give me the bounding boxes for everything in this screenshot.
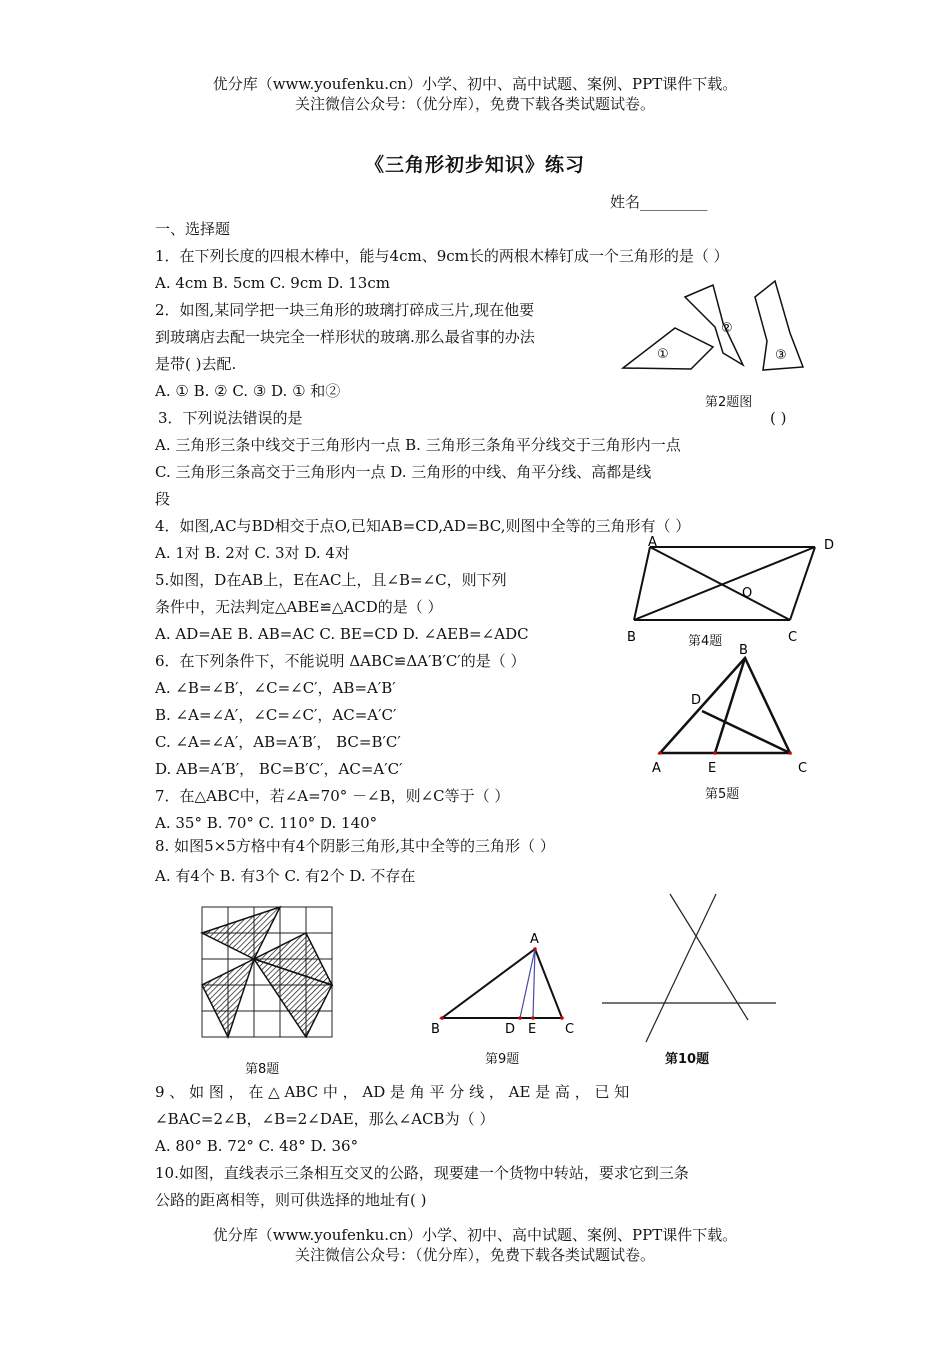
- piece-3-label: ③: [775, 348, 787, 363]
- q8-figure-grid: [198, 903, 338, 1043]
- q8-options: A. 有4个 B. 有3个 C. 有2个 D. 不存在: [155, 867, 416, 885]
- footer-line-1: 优分库（www.youfenku.cn）小学、初中、高中试题、案例、PPT课件下载。: [212, 1226, 738, 1244]
- q10-line-2: 公路的距离相等，则可供选择的地址有( ): [155, 1191, 427, 1209]
- q3-paren: ( ): [770, 409, 787, 427]
- page-title: 《三角形初步知识》练习: [364, 154, 585, 176]
- q9-label-C: C: [565, 1022, 575, 1037]
- q2-line-2: 到玻璃店去配一块完全一样形状的玻璃.那么最省事的办法: [155, 328, 535, 346]
- q4-figure-quadrilateral: [620, 535, 840, 645]
- q5-line-1: 5.如图，D在AB上，E在AC上，且∠B=∠C，则下列: [155, 571, 507, 589]
- q9-figure-triangle: [425, 925, 585, 1040]
- q5-label-E: E: [708, 761, 717, 776]
- q1-options: A. 4cm B. 5cm C. 9cm D. 13cm: [155, 274, 390, 292]
- q5-line-2: 条件中，无法判定△ABE≌△ACD的是（ ）: [155, 598, 443, 616]
- q9-label-B: B: [431, 1022, 440, 1037]
- q8-caption: 第8题: [245, 1062, 280, 1077]
- q10-caption: 第10题: [665, 1052, 710, 1067]
- q5-options: A. AD=AE B. AB=AC C. BE=CD D. ∠AEB=∠ADC: [155, 625, 529, 643]
- q9-caption: 第9题: [485, 1052, 520, 1067]
- q5-caption: 第5题: [705, 787, 740, 802]
- q4-label-A: A: [648, 535, 657, 550]
- q8-stem: 8. 如图5×5方格中有4个阴影三角形,其中全等的三角形（ ）: [155, 837, 555, 855]
- q4-caption: 第4题: [688, 634, 723, 649]
- q4-label-O: O: [742, 586, 753, 601]
- q3-stem: 3．下列说法错误的是: [158, 409, 303, 427]
- q2-line-3: 是带( )去配.: [155, 355, 237, 373]
- piece-2-label: ②: [721, 321, 733, 336]
- header-line-1: 优分库（www.youfenku.cn）小学、初中、高中试题、案例、PPT课件下载。: [212, 75, 738, 93]
- q5-label-A: A: [652, 761, 661, 776]
- q10-line-1: 10.如图，直线表示三条相互交叉的公路，现要建一个货物中转站，要求它到三条: [155, 1164, 689, 1182]
- q5-label-C: C: [798, 761, 808, 776]
- header-line-2: 关注微信公众号：（优分库），免费下载各类试题试卷。: [294, 95, 655, 113]
- q4-label-C: C: [788, 630, 798, 645]
- q1-stem: 1．在下列长度的四根木棒中，能与4cm、9cm长的两根木棒钉成一个三角形的是（ ）: [155, 247, 729, 265]
- q3-options-ab: A. 三角形三条中线交于三角形内一点 B. 三角形三条角平分线交于三角形内一点: [155, 436, 681, 454]
- q6-stem: 6．在下列条件下，不能说明 ΔABC≌ΔA′B′C′的是（ ）: [155, 652, 526, 670]
- q9-line-1: 9 、 如 图 ， 在 △ ABC 中 ， AD 是 角 平 分 线 ， AE 是 高 ， 已 知: [155, 1083, 630, 1101]
- footer-line-2: 关注微信公众号：（优分库），免费下载各类试题试卷。: [294, 1246, 655, 1264]
- q6-option-a: A. ∠B=∠B′，∠C=∠C′，AB=A′B′: [155, 679, 396, 697]
- q6-option-c: C. ∠A=∠A′，AB=A′B′， BC=B′C′: [155, 733, 401, 751]
- q2-caption: 第2题图: [705, 395, 753, 410]
- piece-1-label: ①: [657, 347, 669, 362]
- q4-label-D: D: [824, 538, 835, 553]
- glass-piece-2: [685, 285, 743, 365]
- q3-options-cd: C. 三角形三条高交于三角形内一点 D. 三角形的中线、角平分线、高都是线: [155, 463, 652, 481]
- q9-label-A: A: [530, 932, 539, 947]
- q9-line-2: ∠BAC=2∠B，∠B=2∠DAE，那么∠ACB为（ ）: [155, 1110, 495, 1128]
- q5-label-B: B: [739, 643, 748, 658]
- q5-label-D: D: [691, 693, 702, 708]
- q4-label-B: B: [627, 630, 636, 645]
- q3-options-d-cont: 段: [155, 490, 171, 508]
- q6-option-d: D. AB=A′B′， BC=B′C′，AC=A′C′: [155, 760, 403, 778]
- q2-options: A. ① B. ② C. ③ D. ① 和②: [155, 382, 341, 400]
- q9-label-E: E: [528, 1022, 537, 1037]
- q9-label-D: D: [505, 1022, 516, 1037]
- q7-options: A. 35° B. 70° C. 110° D. 140°: [155, 814, 378, 832]
- q2-figure-glass-pieces: [615, 275, 815, 375]
- q2-line-1: 2．如图,某同学把一块三角形的玻璃打碎成三片,现在他要: [155, 301, 535, 319]
- q4-stem: 4．如图,AC与BD相交于点O,已知AB=CD,AD=BC,则图中全等的三角形有（ ）: [155, 517, 691, 535]
- q9-options: A. 80° B. 72° C. 48° D. 36°: [155, 1137, 359, 1155]
- name-field-label: 姓名_________: [610, 193, 708, 211]
- q6-option-b: B. ∠A=∠A′，∠C=∠C′，AC=A′C′: [155, 706, 397, 724]
- q5-figure-triangle: [645, 640, 825, 780]
- q7-stem: 7．在△ABC中，若∠A=70° －∠B，则∠C等于（ ）: [155, 787, 510, 805]
- q10-figure-three-roads: [598, 890, 788, 1050]
- q4-options: A. 1对 B. 2对 C. 3对 D. 4对: [155, 544, 350, 562]
- section-heading: 一、选择题: [155, 220, 231, 238]
